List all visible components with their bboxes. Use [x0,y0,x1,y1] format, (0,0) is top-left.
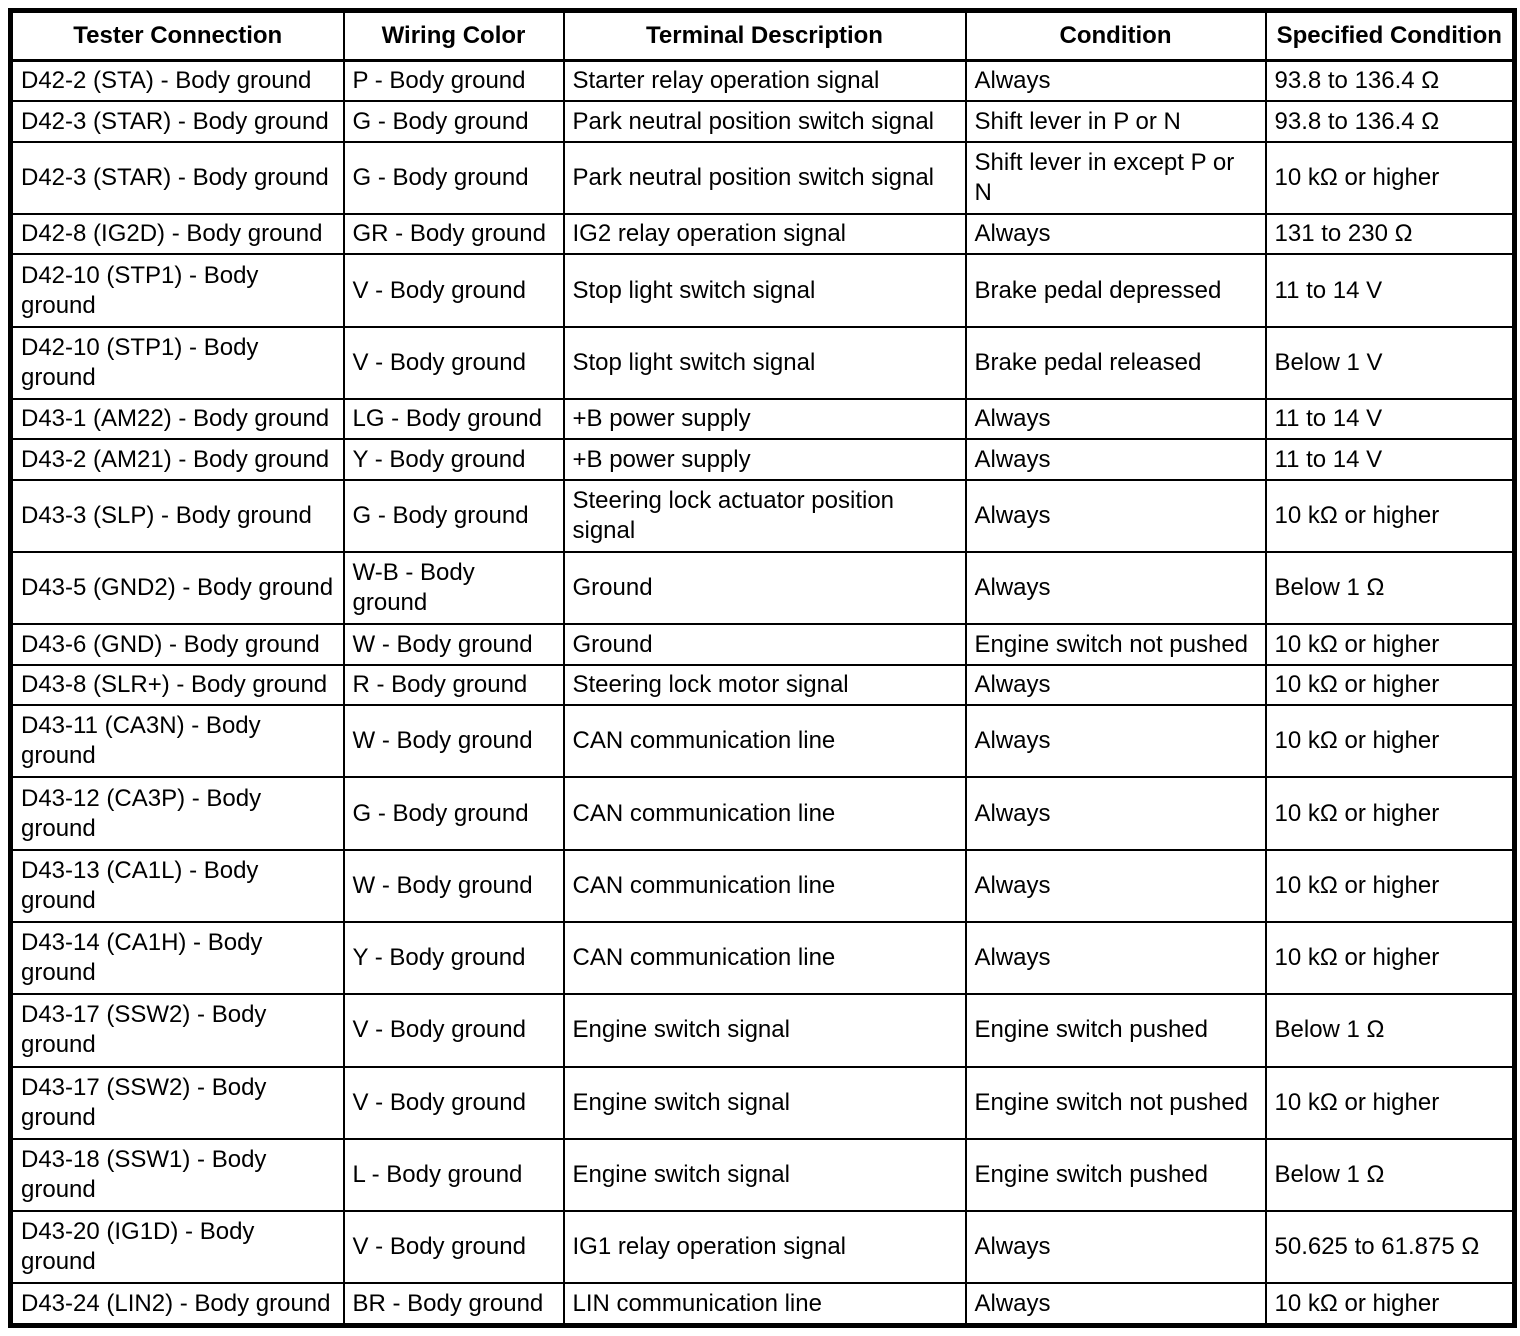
table-row [11,552,1515,624]
cell-specified-condition: 11 to 14 V [1266,439,1515,479]
cell-condition: Always [966,850,1266,922]
header-terminal-description: Terminal Description [564,11,966,61]
table-row [11,142,1515,214]
table-row [11,1139,1515,1211]
cell-wiring-color: BR - Body ground [344,1283,564,1325]
cell-terminal-description: Stop light switch signal [564,254,966,326]
cell-terminal-description: Park neutral position switch signal [564,142,966,214]
cell-terminal-description: Engine switch signal [564,994,966,1066]
cell-tester-connection: D43-14 (CA1H) - Body ground [11,922,344,994]
cell-specified-condition: 10 kΩ or higher [1266,850,1515,922]
cell-condition: Always [966,922,1266,994]
table-row [11,61,1515,102]
cell-terminal-description: IG2 relay operation signal [564,214,966,254]
cell-condition: Always [966,705,1266,777]
cell-wiring-color: W - Body ground [344,705,564,777]
cell-specified-condition: 10 kΩ or higher [1266,777,1515,849]
cell-condition: Engine switch not pushed [966,624,1266,664]
table-body [11,61,1515,1326]
cell-condition: Shift lever in P or N [966,101,1266,141]
cell-terminal-description: +B power supply [564,399,966,439]
cell-condition: Always [966,399,1266,439]
cell-tester-connection: D43-6 (GND) - Body ground [11,624,344,664]
cell-condition: Always [966,1211,1266,1283]
cell-wiring-color: G - Body ground [344,101,564,141]
cell-wiring-color: Y - Body ground [344,922,564,994]
cell-terminal-description: LIN communication line [564,1283,966,1325]
cell-wiring-color: P - Body ground [344,61,564,102]
cell-terminal-description: CAN communication line [564,850,966,922]
cell-tester-connection: D43-12 (CA3P) - Body ground [11,777,344,849]
cell-condition: Engine switch not pushed [966,1067,1266,1139]
cell-terminal-description: Engine switch signal [564,1139,966,1211]
table-row [11,254,1515,326]
table-row [11,850,1515,922]
cell-terminal-description: Starter relay operation signal [564,61,966,102]
cell-terminal-description: CAN communication line [564,705,966,777]
cell-specified-condition: 93.8 to 136.4 Ω [1266,61,1515,102]
cell-tester-connection: D42-3 (STAR) - Body ground [11,101,344,141]
cell-tester-connection: D43-1 (AM22) - Body ground [11,399,344,439]
cell-wiring-color: W - Body ground [344,624,564,664]
cell-wiring-color: G - Body ground [344,142,564,214]
table-row [11,922,1515,994]
cell-specified-condition: 93.8 to 136.4 Ω [1266,101,1515,141]
terminal-spec-table [8,8,1517,1328]
table-row [11,399,1515,439]
cell-specified-condition: 10 kΩ or higher [1266,1283,1515,1325]
cell-specified-condition: 10 kΩ or higher [1266,142,1515,214]
cell-specified-condition: 10 kΩ or higher [1266,480,1515,552]
cell-specified-condition: 10 kΩ or higher [1266,665,1515,705]
table-row [11,705,1515,777]
table-row [11,777,1515,849]
cell-tester-connection: D43-11 (CA3N) - Body ground [11,705,344,777]
cell-condition: Always [966,1283,1266,1325]
cell-specified-condition: 50.625 to 61.875 Ω [1266,1211,1515,1283]
cell-terminal-description: IG1 relay operation signal [564,1211,966,1283]
cell-specified-condition: 10 kΩ or higher [1266,922,1515,994]
cell-wiring-color: W-B - Body ground [344,552,564,624]
cell-tester-connection: D43-24 (LIN2) - Body ground [11,1283,344,1325]
cell-condition: Brake pedal released [966,327,1266,399]
cell-condition: Always [966,61,1266,102]
table-header [11,11,1515,61]
table-row [11,1211,1515,1283]
table-row [11,1067,1515,1139]
cell-wiring-color: LG - Body ground [344,399,564,439]
cell-specified-condition: 10 kΩ or higher [1266,1067,1515,1139]
cell-tester-connection: D43-17 (SSW2) - Body ground [11,1067,344,1139]
cell-terminal-description: Stop light switch signal [564,327,966,399]
cell-condition: Always [966,480,1266,552]
cell-wiring-color: G - Body ground [344,777,564,849]
cell-condition: Always [966,439,1266,479]
cell-wiring-color: V - Body ground [344,327,564,399]
cell-condition: Always [966,552,1266,624]
cell-condition: Always [966,214,1266,254]
cell-tester-connection: D43-13 (CA1L) - Body ground [11,850,344,922]
table-row [11,214,1515,254]
cell-specified-condition: 10 kΩ or higher [1266,705,1515,777]
cell-terminal-description: Ground [564,552,966,624]
table-row [11,327,1515,399]
cell-tester-connection: D43-20 (IG1D) - Body ground [11,1211,344,1283]
cell-condition: Always [966,665,1266,705]
cell-condition: Engine switch pushed [966,994,1266,1066]
header-row [11,11,1515,61]
cell-specified-condition: Below 1 Ω [1266,552,1515,624]
header-specified-condition: Specified Condition [1266,11,1515,61]
cell-tester-connection: D43-17 (SSW2) - Body ground [11,994,344,1066]
cell-wiring-color: V - Body ground [344,254,564,326]
cell-specified-condition: Below 1 V [1266,327,1515,399]
cell-tester-connection: D42-8 (IG2D) - Body ground [11,214,344,254]
cell-terminal-description: Steering lock actuator position signal [564,480,966,552]
cell-tester-connection: D42-3 (STAR) - Body ground [11,142,344,214]
cell-condition: Shift lever in except P or N [966,142,1266,214]
cell-terminal-description: CAN communication line [564,922,966,994]
cell-tester-connection: D43-5 (GND2) - Body ground [11,552,344,624]
table-row [11,439,1515,479]
cell-wiring-color: Y - Body ground [344,439,564,479]
cell-wiring-color: R - Body ground [344,665,564,705]
table-row [11,624,1515,664]
cell-tester-connection: D43-3 (SLP) - Body ground [11,480,344,552]
cell-wiring-color: GR - Body ground [344,214,564,254]
table-row [11,1283,1515,1325]
table-row [11,665,1515,705]
cell-terminal-description: Ground [564,624,966,664]
cell-specified-condition: Below 1 Ω [1266,1139,1515,1211]
table-row [11,101,1515,141]
cell-condition: Brake pedal depressed [966,254,1266,326]
cell-specified-condition: 11 to 14 V [1266,399,1515,439]
cell-terminal-description: Engine switch signal [564,1067,966,1139]
cell-terminal-description: +B power supply [564,439,966,479]
table-row [11,480,1515,552]
cell-terminal-description: Park neutral position switch signal [564,101,966,141]
cell-terminal-description: CAN communication line [564,777,966,849]
cell-terminal-description: Steering lock motor signal [564,665,966,705]
cell-specified-condition: 10 kΩ or higher [1266,624,1515,664]
cell-specified-condition: 131 to 230 Ω [1266,214,1515,254]
cell-wiring-color: G - Body ground [344,480,564,552]
cell-tester-connection: D42-10 (STP1) - Body ground [11,254,344,326]
table-row [11,994,1515,1066]
cell-tester-connection: D42-2 (STA) - Body ground [11,61,344,102]
header-tester-connection: Tester Connection [11,11,344,61]
cell-wiring-color: V - Body ground [344,1211,564,1283]
cell-tester-connection: D43-18 (SSW1) - Body ground [11,1139,344,1211]
cell-specified-condition: Below 1 Ω [1266,994,1515,1066]
cell-condition: Engine switch pushed [966,1139,1266,1211]
cell-tester-connection: D43-8 (SLR+) - Body ground [11,665,344,705]
cell-specified-condition: 11 to 14 V [1266,254,1515,326]
cell-tester-connection: D42-10 (STP1) - Body ground [11,327,344,399]
cell-tester-connection: D43-2 (AM21) - Body ground [11,439,344,479]
cell-wiring-color: W - Body ground [344,850,564,922]
cell-condition: Always [966,777,1266,849]
cell-wiring-color: L - Body ground [344,1139,564,1211]
cell-wiring-color: V - Body ground [344,1067,564,1139]
header-condition: Condition [966,11,1266,61]
cell-wiring-color: V - Body ground [344,994,564,1066]
header-wiring-color: Wiring Color [344,11,564,61]
